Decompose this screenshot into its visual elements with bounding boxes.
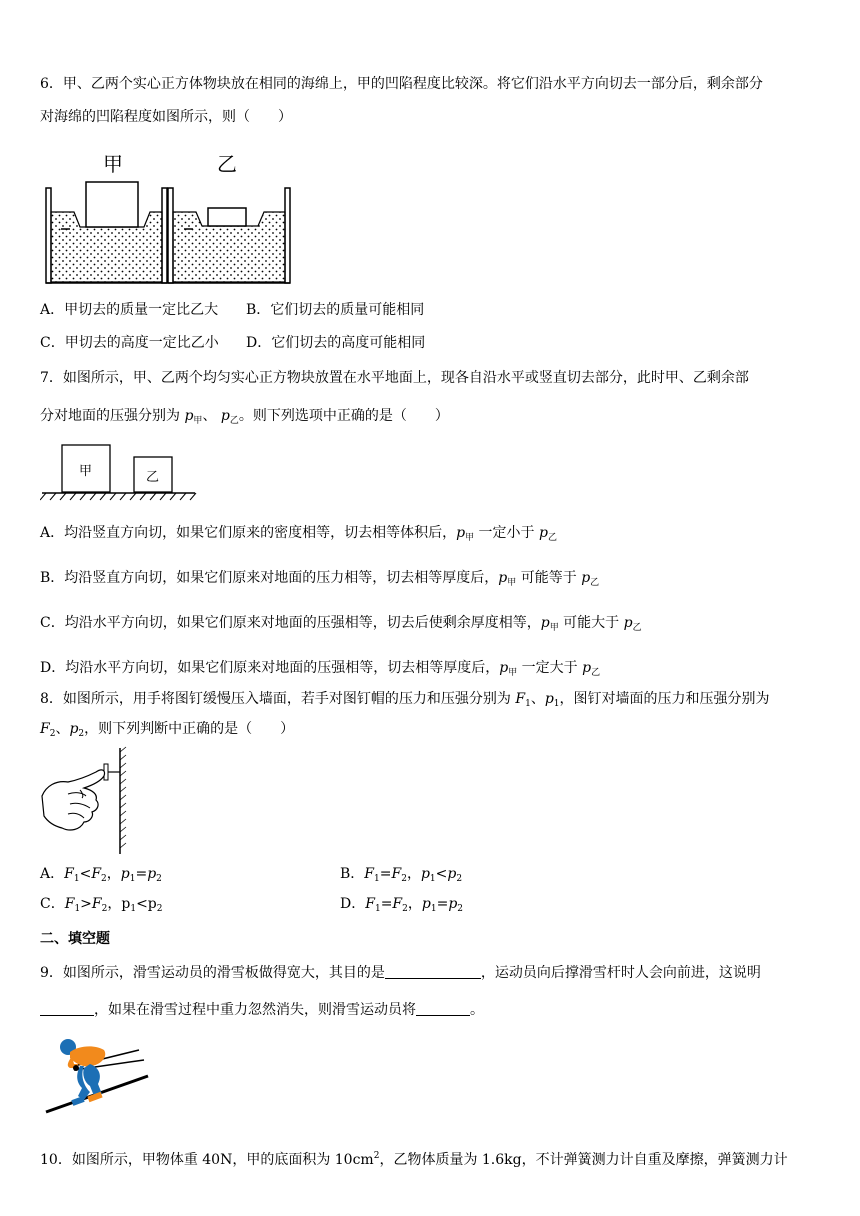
q7-stem-line1: 7．如图所示，甲、乙两个均匀实心正方物块放置在水平地面上，现各自沿水平或竖直切去部分，此时甲、乙剩余部	[40, 370, 749, 386]
q7-option-d[interactable]: D．均沿水平方向切，如果它们原来对地面的压强相等，切去相等厚度后，$p_甲$ 一定大于 $p_乙$	[40, 660, 601, 678]
q7-option-c[interactable]: C．均沿水平方向切，如果它们原来对地面的压强相等，切去后使剩余厚度相等，$p_甲$ 可能大于 $p_乙$	[40, 615, 642, 633]
q6-option-c[interactable]: C．甲切去的高度一定比乙小	[40, 335, 219, 351]
q10-stem-line1: 10．如图所示，甲物体重 40N，甲的底面积为 $10cm^2$，乙物体质量为 1.6kg，不计弹簧测力计自重及摩擦，弹簧测力计	[40, 1151, 788, 1168]
q9-blank-1[interactable]	[385, 964, 481, 979]
q6-label-jia: 甲	[103, 152, 123, 176]
q6-stem-line1: 6．甲、乙两个实心正方体物块放在相同的海绵上，甲的凹陷程度比较深。将它们沿水平方向切去一部分后，剩余部分	[40, 76, 763, 92]
q9-skier-figure	[44, 1036, 154, 1116]
q9-blank-3[interactable]	[416, 1001, 470, 1016]
q7-label-jia: 甲	[79, 464, 93, 479]
q6-stem-line2: 对海绵的凹陷程度如图所示，则（ ）	[40, 109, 292, 125]
q8-stem-line1: 8．如图所示，用手将图钉缓慢压入墙面，若手对图钉帽的压力和压强分别为 $F_1$、$p_1$，图钉对墙面的压力和压强分别为	[40, 691, 770, 709]
q9-stem-line1: 9．如图所示，滑雪运动员的滑雪板做得宽大，其目的是 ，运动员向后撑滑雪杆时人会向前进，这说明	[40, 965, 761, 981]
q6-label-yi: 乙	[217, 152, 237, 176]
q9-blank-2[interactable]	[40, 1001, 94, 1016]
q8-thumbtack-figure	[40, 746, 140, 858]
q8-option-d[interactable]: D．$F_1=F_2$，$p_1=p_2$	[340, 896, 464, 914]
q8-stem-line2: $F_2$、$p_2$，则下列判断中正确的是（ ）	[40, 721, 295, 739]
q6-option-a[interactable]: A．甲切去的质量一定比乙大	[40, 302, 219, 318]
q7-stem-line2: 分对地面的压强分别为 $p_甲$、 $p_乙$。则下列选项中正确的是（ ）	[40, 408, 449, 426]
q6-option-b[interactable]: B．它们切去的质量可能相同	[246, 302, 425, 318]
q7-option-a[interactable]: A．均沿竖直方向切，如果它们原来的密度相等，切去相等体积后，$p_甲$ 一定小于 $p_乙$	[40, 525, 557, 543]
q9-stem-line2: ，如果在滑雪过程中重力忽然消失，则滑雪运动员将 。	[40, 1000, 484, 1020]
q8-option-a[interactable]: A．$F_1<F_2$，$p_1=p_2$	[40, 866, 162, 884]
q7-blocks-figure	[40, 440, 200, 502]
q8-option-c[interactable]: C．$F_1>F_2$，$p_1<p_2$	[40, 896, 163, 914]
q6-option-d[interactable]: D．它们切去的高度可能相同	[246, 335, 426, 351]
q8-option-b[interactable]: B．$F_1=F_2$，$p_1<p_2$	[340, 866, 463, 884]
section-heading-fill-in: 二、填空题	[40, 931, 110, 947]
q7-label-yi: 乙	[146, 470, 160, 485]
q6-sponge-figure	[40, 140, 300, 290]
q7-option-b[interactable]: B．均沿竖直方向切，如果它们原来对地面的压力相等，切去相等厚度后，$p_甲$ 可能等于 $p_乙$	[40, 570, 600, 588]
